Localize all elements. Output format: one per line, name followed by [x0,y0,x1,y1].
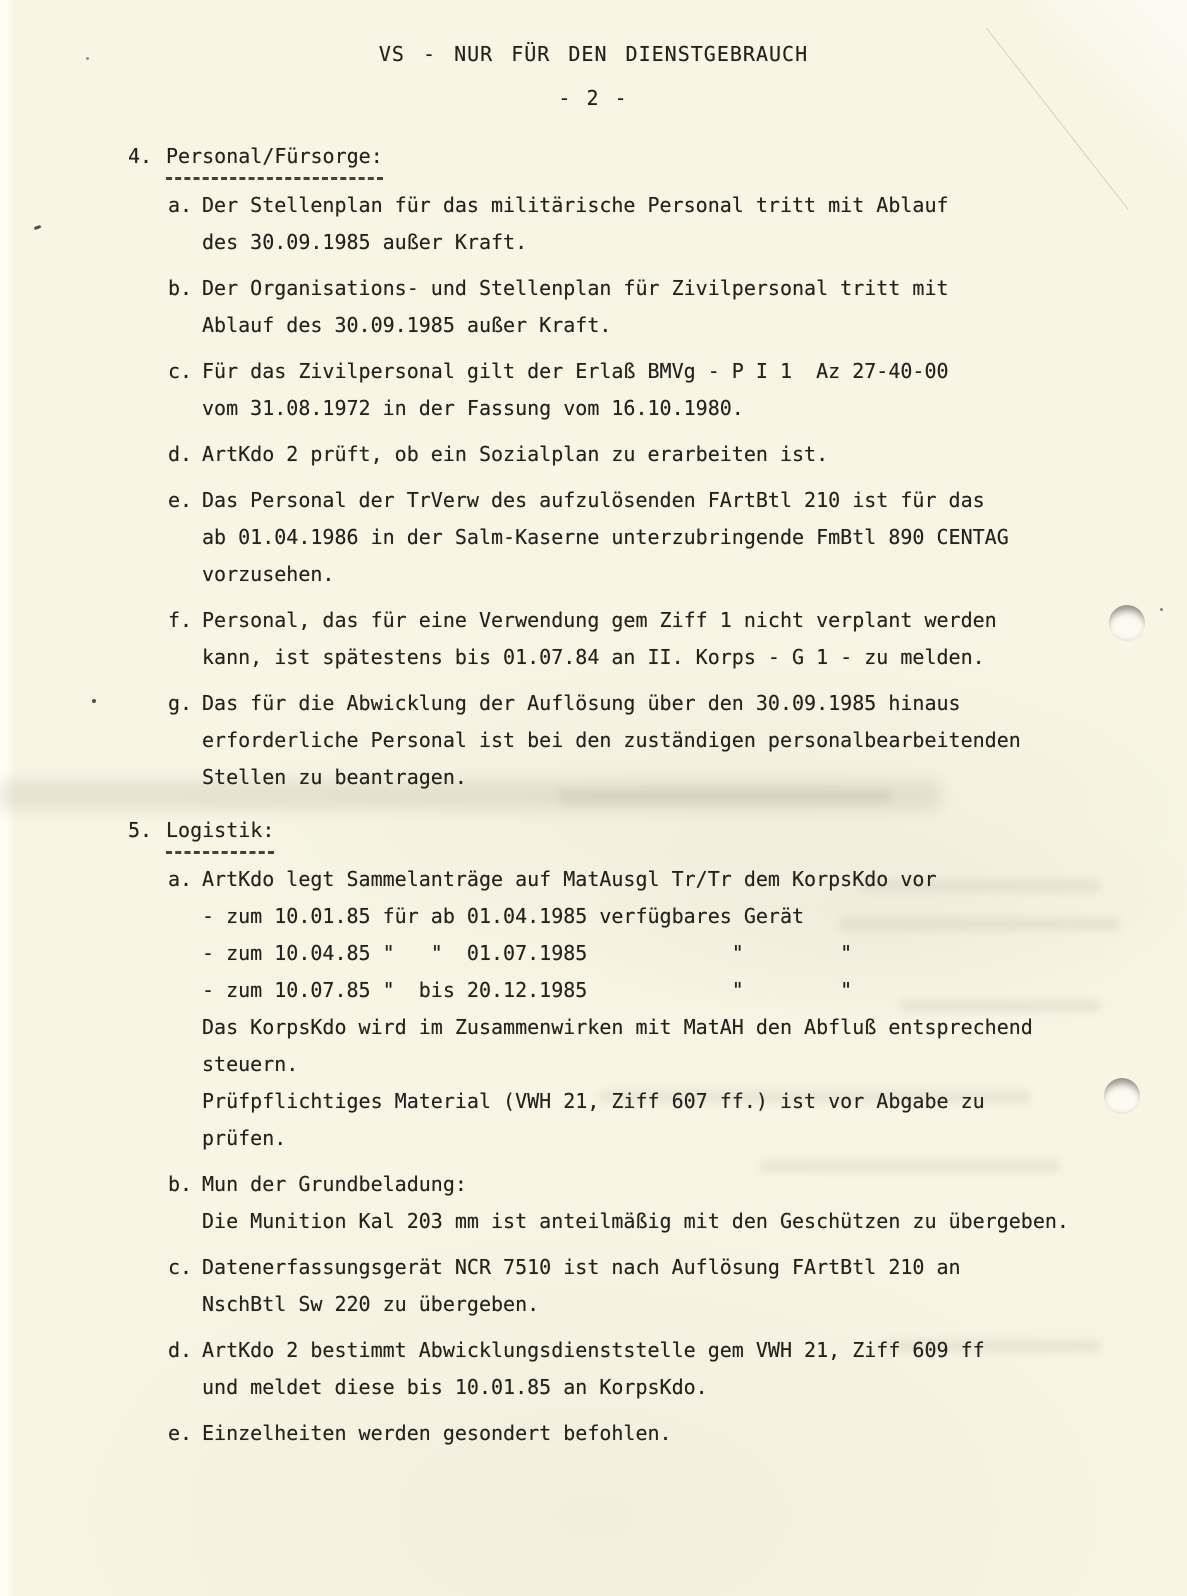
lettered-item [168,436,1137,473]
text-line: prüfen. [202,1126,287,1150]
section-title: Personal/Fürsorge: [166,138,383,180]
text-line: - zum 10.01.85 für ab 01.04.1985 verfügbares Gerät [202,904,805,928]
item-label: d. [168,442,193,466]
lettered-item [168,685,1137,796]
text-line: kann, ist spätestens bis 01.07.84 an II. Korps - G 1 - zu melden. [202,645,985,669]
numbered-section [128,138,1137,796]
lettered-item [168,1166,1137,1240]
text-line: Das Personal der TrVerw des aufzulösenden FArtBtl 210 ist für das [202,488,985,512]
item-text [202,1249,961,1323]
text-line: Der Stellenplan für das militärische Personal tritt mit Ablauf [202,193,949,217]
text-line: steuern. [202,1052,299,1076]
text-line: Der Organisations- und Stellenplan für Zivilpersonal tritt mit [202,276,949,300]
text-line: - zum 10.07.85 " bis 20.12.1985 " " [202,978,853,1002]
item-text [202,353,949,427]
lettered-item [168,602,1137,676]
text-line: Mun der Grundbeladung: [202,1172,467,1196]
item-label: f. [168,608,193,632]
item-label: e. [168,488,193,512]
section-items [128,861,1137,1452]
text-line: Das für die Abwicklung der Auflösung über den 30.09.1985 hinaus [202,691,961,715]
document-body [0,138,1187,1452]
text-line: - zum 10.04.85 " " 01.07.1985 " " [202,941,853,965]
item-text [202,187,949,261]
text-line: des 30.09.1985 außer Kraft. [202,230,528,254]
text-line: ArtKdo legt Sammelanträge auf MatAusgl Tr/Tr dem KorpsKdo vor [202,867,937,891]
item-label: a. [168,867,193,891]
lettered-item [168,270,1137,344]
classification-banner: VS - NUR FÜR DEN DIENSTGEBRAUCH [378,42,809,66]
text-line: Die Munition Kal 203 mm ist anteilmäßig mit den Geschützen zu übergeben. [202,1209,1069,1233]
item-text [202,1415,672,1452]
text-line: vorzusehen. [202,562,335,586]
lettered-item [168,861,1137,1157]
numbered-section [128,812,1137,1452]
lettered-item [168,1415,1137,1452]
item-text [202,602,997,676]
text-line: Prüfpflichtiges Material (VWH 21, Ziff 607 ff.) ist vor Abgabe zu [202,1089,985,1113]
text-line: NschBtl Sw 220 zu übergeben. [202,1292,540,1316]
item-text [202,1166,1069,1240]
item-label: b. [168,276,193,300]
section-number: 4. [128,144,153,168]
item-text [202,482,1009,593]
text-line: Einzelheiten werden gesondert befohlen. [202,1421,672,1445]
text-line: Datenerfassungsgerät NCR 7510 ist nach Auflösung FArtBtl 210 an [202,1255,961,1279]
page-number: - 2 - [558,86,629,110]
section-heading [128,138,1137,180]
item-label: g. [168,691,193,715]
lettered-item [168,353,1137,427]
item-label: a. [168,193,193,217]
lettered-item [168,187,1137,261]
text-line: und meldet diese bis 10.01.85 an KorpsKdo. [202,1375,708,1399]
text-line: erforderliche Personal ist bei den zuständigen personalbearbeitenden [202,728,1021,752]
item-text [202,270,949,344]
item-text [202,685,1021,796]
section-items [128,187,1137,796]
text-line: vom 31.08.1972 in der Fassung vom 16.10.1980. [202,396,744,420]
text-line: Personal, das für eine Verwendung gem Ziff 1 nicht verplant werden [202,608,997,632]
lettered-item [168,1332,1137,1406]
lettered-item [168,1249,1137,1323]
text-line: Für das Zivilpersonal gilt der Erlaß BMVg - P I 1 Az 27-40-00 [202,359,949,383]
item-text [202,436,828,473]
text-line: Das KorpsKdo wird im Zusammenwirken mit MatAH den Abfluß entsprechend [202,1015,1033,1039]
lettered-item [168,482,1137,593]
section-heading [128,812,1137,854]
item-label: b. [168,1172,193,1196]
text-line: Ablauf des 30.09.1985 außer Kraft. [202,313,612,337]
item-label: c. [168,359,193,383]
text-line: ArtKdo 2 prüft, ob ein Sozialplan zu erarbeiten ist. [202,442,829,466]
item-text [202,861,1033,1157]
section-title: Logistik: [166,812,274,854]
text-line: ab 01.04.1986 in der Salm-Kaserne unterzubringende FmBtl 890 CENTAG [202,525,1009,549]
item-label: d. [168,1338,193,1362]
item-label: e. [168,1421,193,1445]
section-number: 5. [128,818,153,842]
item-text [202,1332,985,1406]
page-header [0,0,1187,120]
item-label: c. [168,1255,193,1279]
text-line: ArtKdo 2 bestimmt Abwicklungsdienststelle gem VWH 21, Ziff 609 ff [202,1338,985,1362]
text-line: Stellen zu beantragen. [202,765,467,789]
